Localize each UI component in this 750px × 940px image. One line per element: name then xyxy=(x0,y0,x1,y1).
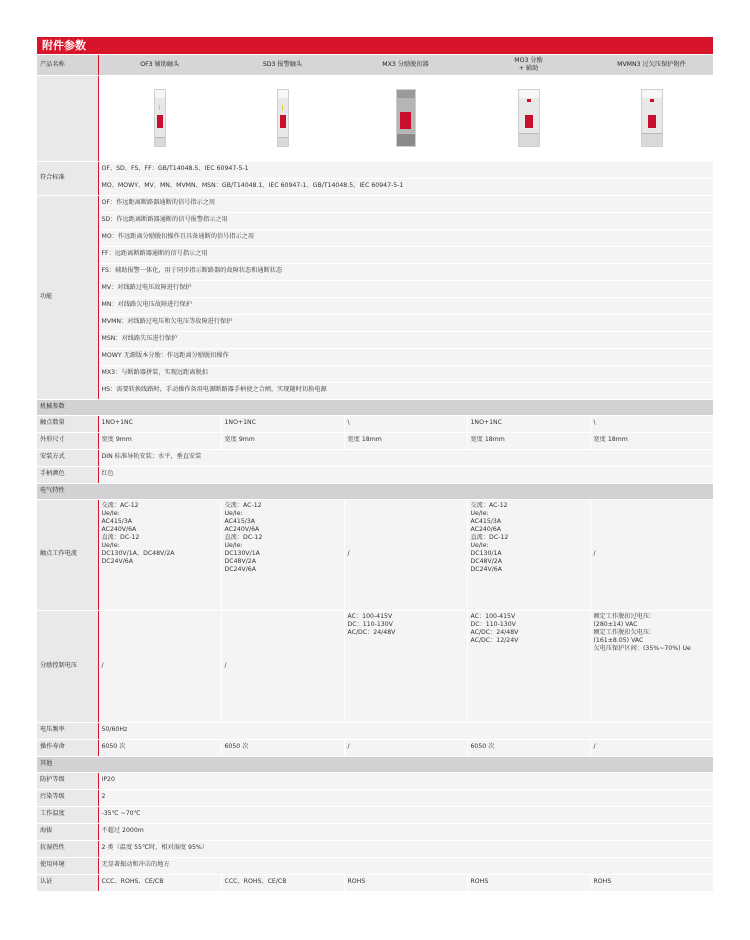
standards-row-1 xyxy=(37,161,713,178)
elec-section-row xyxy=(37,483,713,499)
freq-value: 50/60Hz xyxy=(98,722,713,739)
function-item: SD：作远距离断路器通断的信号报警指示之用 xyxy=(98,212,713,229)
function-row xyxy=(37,212,713,229)
freq-row xyxy=(37,722,713,739)
size-value: 宽度 9mm xyxy=(221,432,344,449)
other-row xyxy=(37,772,713,789)
shunt-value-mvmn3: 额定工作脱扣过电压： (280±14) VAC 额定工作脱扣欠电压： (161±8.05) VAC 欠电压保护区间：(35%~70%) Ue xyxy=(590,610,713,722)
other-row xyxy=(37,823,713,840)
size-row xyxy=(37,432,713,449)
mx3-module-photo xyxy=(396,89,416,147)
life-value: 6050 次 xyxy=(221,739,344,756)
handle-row xyxy=(37,466,713,483)
function-item: MX3：与断路器拼装，实现远距离脱扣 xyxy=(98,365,713,382)
photo-mx3 xyxy=(344,75,467,161)
product-name-sd3: SD3 报警触头 xyxy=(221,55,344,75)
contacts-row xyxy=(37,415,713,432)
install-value: DIN 标准导轨安装；水平，垂直安装 xyxy=(98,449,713,466)
function-item: HS：需要转换线路时，手动操作备用电源断路器手柄使之合闸，实现随时切换电源 xyxy=(98,382,713,399)
other-label: 使用环境 xyxy=(37,857,98,874)
other-row xyxy=(37,806,713,823)
handle-value: 红色 xyxy=(98,466,713,483)
life-value: / xyxy=(590,739,713,756)
photo-row xyxy=(37,75,713,161)
function-label: 功能 xyxy=(37,195,98,399)
photo-mo3 xyxy=(467,75,590,161)
life-value: 6050 次 xyxy=(467,739,590,756)
other-section-row xyxy=(37,756,713,772)
size-value: 宽度 9mm xyxy=(98,432,221,449)
mech-section-title: 机械参数 xyxy=(37,399,713,415)
install-label: 安装方式 xyxy=(37,449,98,466)
function-item: MOWY 无源版本分励：作远距离分励脱扣操作 xyxy=(98,348,713,365)
size-value: 宽度 18mm xyxy=(467,432,590,449)
other-section-title: 其他 xyxy=(37,756,713,772)
other-label: 工作温度 xyxy=(37,806,98,823)
product-name-of3: OF3 辅助触头 xyxy=(98,55,221,75)
standards-line-2: MO、MOWY、MV、MN、MVMN、MSN：GB/T14048.1、IEC 60947-1、GB/T14048.5、IEC 60947-5-1 xyxy=(98,178,713,195)
photo-of3 xyxy=(98,75,221,161)
function-item: MV：对线路过电压故障进行保护 xyxy=(98,280,713,297)
other-value: 2 xyxy=(98,789,713,806)
current-label: 触点工作电流 xyxy=(37,499,98,610)
life-label: 操作寿命 xyxy=(37,739,98,756)
current-value-mvmn3: / xyxy=(590,499,713,610)
freq-label: 电压频率 xyxy=(37,722,98,739)
function-row xyxy=(37,280,713,297)
cert-value: ROHS xyxy=(344,874,467,891)
function-row xyxy=(37,348,713,365)
function-item: FF：远距离断路器通断的信号指示之用 xyxy=(98,246,713,263)
mvmn3-module-photo xyxy=(641,89,663,147)
contacts-value: \ xyxy=(590,415,713,432)
function-item: MO：作远距离分励脱扣操作且具备通断的信号指示之用 xyxy=(98,229,713,246)
life-row xyxy=(37,739,713,756)
other-label: 污染等级 xyxy=(37,789,98,806)
other-label: 防护等级 xyxy=(37,772,98,789)
other-label: 海拔 xyxy=(37,823,98,840)
other-row xyxy=(37,857,713,874)
size-value: 宽度 18mm xyxy=(590,432,713,449)
function-item: FS：辅助报警一体化，用于同步指示断路器的故障状态和通断状态 xyxy=(98,263,713,280)
cert-value: CCC、ROHS、CE/CB xyxy=(221,874,344,891)
mech-section-row xyxy=(37,399,713,415)
of3-module-photo xyxy=(154,89,166,147)
shunt-value-sd3: / xyxy=(221,610,344,722)
shunt-value-mx3: AC：100-415V DC：110-130V AC/DC：24/48V xyxy=(344,610,467,722)
sd3-module-photo xyxy=(277,89,289,147)
other-row xyxy=(37,840,713,857)
other-label: 抗湿热性 xyxy=(37,840,98,857)
section-title: 附件参数 xyxy=(37,37,713,54)
standards-label: 符合标准 xyxy=(37,161,98,195)
function-row xyxy=(37,246,713,263)
standards-line-1: OF、SD、FS、FF：GB/T14048.5、IEC 60947-5-1 xyxy=(98,161,713,178)
current-value-sd3: 交流：AC-12 Ue/Ie: AC415/3A AC240V/6A 直流：DC-12 Ue/Ie: DC130V/1A DC48V/2A DC24V/6A xyxy=(221,499,344,610)
function-row xyxy=(37,365,713,382)
function-row xyxy=(37,331,713,348)
spec-table xyxy=(37,55,713,892)
cert-value: ROHS xyxy=(467,874,590,891)
function-row xyxy=(37,229,713,246)
photo-row-label xyxy=(37,75,98,161)
function-item: MN：对线路欠电压故障进行保护 xyxy=(98,297,713,314)
contacts-value: \ xyxy=(344,415,467,432)
current-value-mo3: 交流：AC-12 Ue/Ie: AC415/3A AC240/6A 直流：DC-12 Ue/Ie: DC130/1A DC48V/2A DC24V/6A xyxy=(467,499,590,610)
other-value: 2 类（温度 55℃时，相对湿度 95%） xyxy=(98,840,713,857)
other-value: -35℃ ~70℃ xyxy=(98,806,713,823)
other-value: IP20 xyxy=(98,772,713,789)
function-item: MVMN：对线路过电压和欠电压等故障进行保护 xyxy=(98,314,713,331)
function-row xyxy=(37,382,713,399)
life-value: 6050 次 xyxy=(98,739,221,756)
photo-mvmn3 xyxy=(590,75,713,161)
size-value: 宽度 18mm xyxy=(344,432,467,449)
function-row xyxy=(37,263,713,280)
standards-row-2 xyxy=(37,178,713,195)
shunt-value-of3: / xyxy=(98,610,221,722)
contacts-label: 触点数量 xyxy=(37,415,98,432)
product-name-mo3: MO3 分励 + 辅助 xyxy=(467,55,590,75)
other-value: 不超过 2000m xyxy=(98,823,713,840)
contacts-value: 1NO+1NC xyxy=(98,415,221,432)
shunt-row xyxy=(37,610,713,722)
shunt-value-mo3: AC：100-415V DC：110-130V AC/DC：24/48V AC/DC：12/24V xyxy=(467,610,590,722)
cert-row xyxy=(37,874,713,891)
elec-section-title: 电气特性 xyxy=(37,483,713,499)
other-value: 无显著振动和冲击的地方 xyxy=(98,857,713,874)
other-row xyxy=(37,789,713,806)
current-row xyxy=(37,499,713,610)
current-value-of3: 交流：AC-12 Ue/Ie: AC415/3A AC240V/6A 直流：DC-12 Ue/Ie: DC130V/1A、DC48V/2A DC24V/6A xyxy=(98,499,221,610)
contacts-value: 1NO+1NC xyxy=(221,415,344,432)
product-name-mx3: MX3 分励脱扣器 xyxy=(344,55,467,75)
function-row xyxy=(37,297,713,314)
function-row xyxy=(37,314,713,331)
current-value-mx3: / xyxy=(344,499,467,610)
shunt-label: 分励控制电压 xyxy=(37,610,98,722)
handle-label: 手柄颜色 xyxy=(37,466,98,483)
function-item: MSN：对线路失压进行保护 xyxy=(98,331,713,348)
photo-sd3 xyxy=(221,75,344,161)
function-item: OF：作远距离断路器通断的信号指示之用 xyxy=(98,195,713,212)
mo3-module-photo xyxy=(518,89,540,147)
cert-value: CCC、ROHS、CE/CB xyxy=(98,874,221,891)
cert-value: ROHS xyxy=(590,874,713,891)
cert-label: 认证 xyxy=(37,874,98,891)
function-row xyxy=(37,195,713,212)
header-row xyxy=(37,55,713,75)
product-name-mvmn3: MVMN3 过欠压保护附件 xyxy=(590,55,713,75)
life-value: / xyxy=(344,739,467,756)
install-row xyxy=(37,449,713,466)
contacts-value: 1NO+1NC xyxy=(467,415,590,432)
size-label: 外形尺寸 xyxy=(37,432,98,449)
header-label: 产品名称 xyxy=(37,55,98,75)
